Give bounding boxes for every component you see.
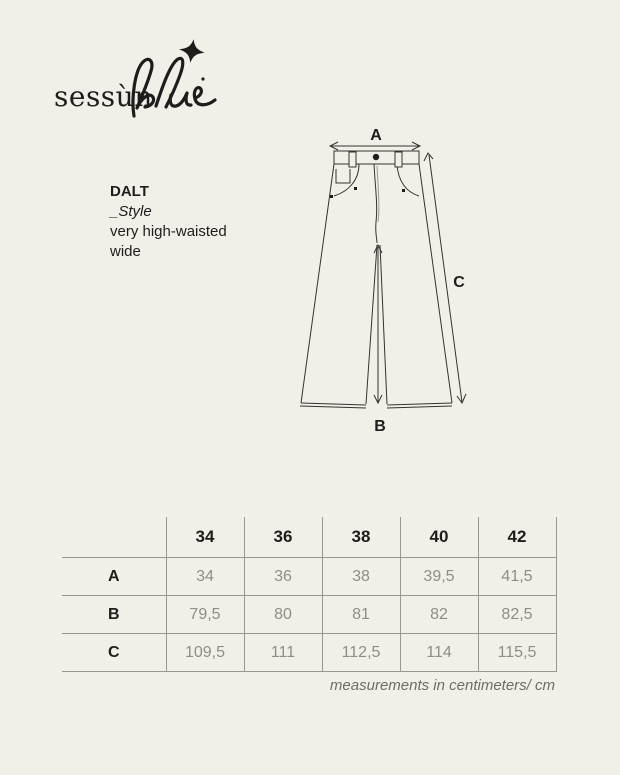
table-row-c	[62, 634, 556, 672]
table-row-b	[62, 596, 556, 634]
size-column-header: 38	[322, 517, 400, 558]
measurement-cell: 80	[244, 596, 322, 634]
size-column-header: 42	[478, 517, 556, 558]
measurement-cell: 109,5	[166, 634, 244, 672]
size-column-header: 36	[244, 517, 322, 558]
jeans-right-outseam	[419, 164, 452, 403]
logo-brand-text: sessùn	[54, 80, 153, 113]
dimension-label-b: B	[374, 418, 386, 435]
jeans-fly-seam	[374, 164, 377, 243]
jeans-right-inseam	[380, 245, 387, 404]
measurement-cell: 82	[400, 596, 478, 634]
measurement-cell: 34	[166, 558, 244, 596]
jeans-diagram	[280, 122, 480, 442]
row-label-a: A	[62, 558, 166, 596]
jeans-button	[373, 154, 379, 160]
size-column-header: 34	[166, 517, 244, 558]
size-table-header-row	[62, 517, 556, 558]
dimension-label-c: C	[453, 274, 465, 291]
measurement-cell: 114	[400, 634, 478, 672]
jeans-right-pocket	[397, 164, 419, 196]
measurement-cell: 112,5	[322, 634, 400, 672]
table-row-a	[62, 558, 556, 596]
jeans-left-pocket	[334, 164, 359, 196]
measurement-cell: 82,5	[478, 596, 556, 634]
measurement-cell: 41,5	[478, 558, 556, 596]
measurement-cell: 111	[244, 634, 322, 672]
style-description-line1: very high-waisted	[110, 223, 227, 240]
jeans-left-outseam	[301, 164, 334, 403]
script-word-blue	[133, 58, 215, 116]
size-table	[62, 517, 557, 672]
row-label-c: C	[62, 634, 166, 672]
measurement-cell: 81	[322, 596, 400, 634]
measurement-cell: 36	[244, 558, 322, 596]
style-description-line2: wide	[110, 243, 141, 260]
size-table-corner-cell	[62, 517, 166, 558]
size-column-header: 40	[400, 517, 478, 558]
row-label-b: B	[62, 596, 166, 634]
measurement-cell: 115,5	[478, 634, 556, 672]
jeans-left-hem	[300, 403, 366, 408]
logo-script-blue	[128, 36, 240, 124]
dimension-label-a: A	[370, 127, 382, 144]
measurement-unit-note: measurements in centimeters/ cm	[329, 677, 555, 694]
measurement-cell: 38	[322, 558, 400, 596]
product-name: DALT	[110, 183, 149, 200]
style-label: _Style	[110, 203, 152, 220]
jeans-right-hem	[387, 403, 452, 408]
jeans-left-inseam	[366, 245, 377, 404]
measurement-cell: 39,5	[400, 558, 478, 596]
measurement-cell: 79,5	[166, 596, 244, 634]
